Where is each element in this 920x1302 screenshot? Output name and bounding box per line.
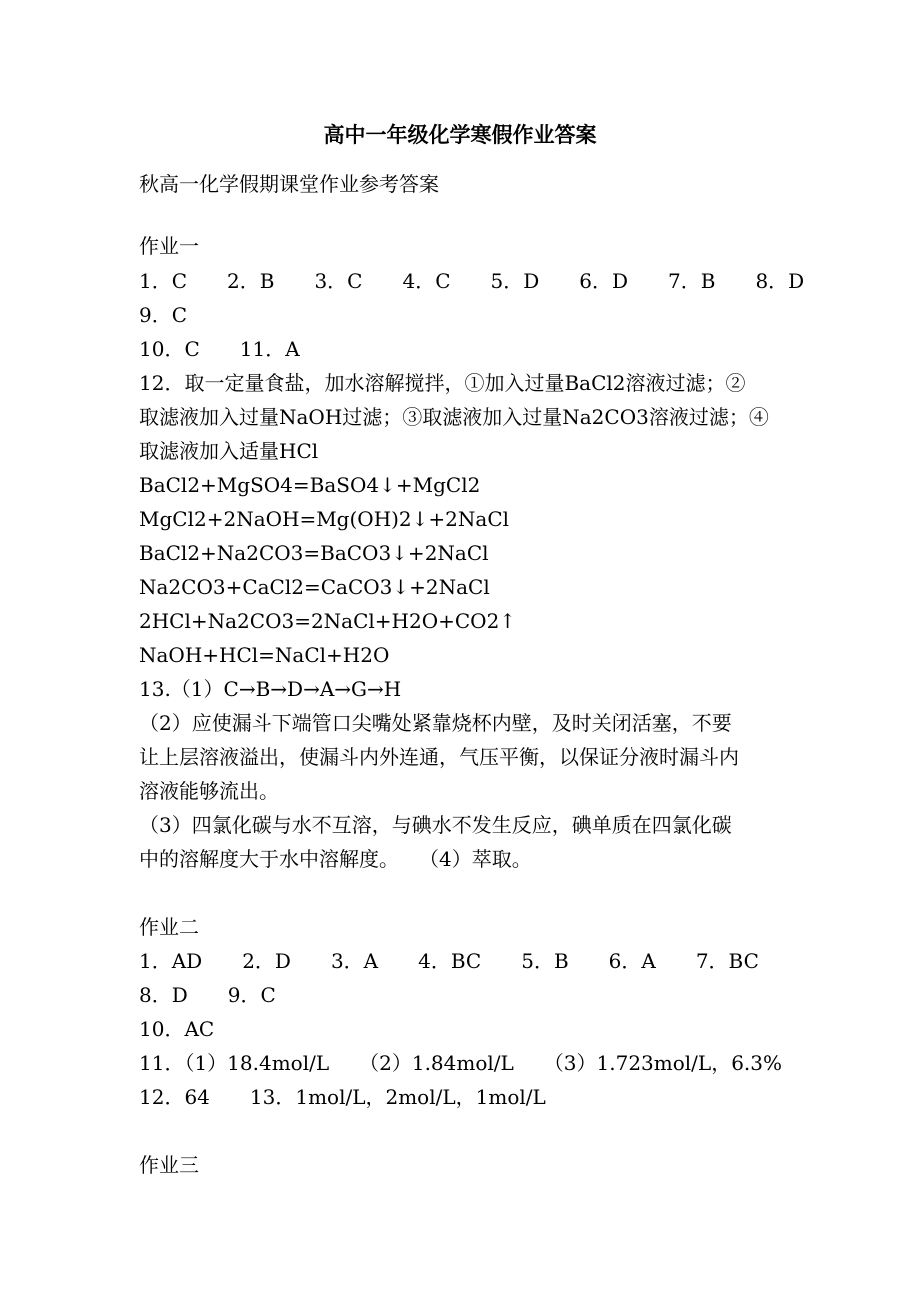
answer-line: 10．AC bbox=[139, 1017, 215, 1041]
answer-line: 1．C 2．B 3．C 4．C 5．D 6．D 7．B 8．D bbox=[139, 269, 805, 293]
answer-line: 12．取一定量食盐，加水溶解搅拌，①加入过量BaCl2溶液过滤；② bbox=[139, 371, 746, 395]
equation-line: 2HCl+Na2CO3=2NaCl+H2O+CO2↑ bbox=[139, 609, 517, 633]
section-heading-1: 作业一 bbox=[139, 234, 199, 258]
answer-line: 溶液能够流出。 bbox=[139, 779, 279, 803]
answer-line: 取滤液加入过量NaOH过滤；③取滤液加入过量Na2CO3溶液过滤；④ bbox=[139, 405, 769, 429]
answer-line: 11．（1）18.4mol/L （2）1.84mol/L （3）1.723mol/L，6.3% bbox=[139, 1051, 783, 1075]
answer-line: 9．C bbox=[139, 303, 188, 327]
answer-line: （2）应使漏斗下端管口尖嘴处紧靠烧杯内壁，及时关闭活塞，不要 bbox=[139, 711, 732, 735]
answer-line: 12．64 13．1mol/L，2mol/L，1mol/L bbox=[139, 1085, 546, 1109]
document-subtitle: 秋高一化学假期课堂作业参考答案 bbox=[139, 172, 439, 196]
equation-line: NaOH+HCl=NaCl+H2O bbox=[139, 643, 390, 667]
equation-line: BaCl2+MgSO4=BaSO4↓+MgCl2 bbox=[139, 473, 481, 497]
equation-line: BaCl2+Na2CO3=BaCO3↓+2NaCl bbox=[139, 541, 489, 565]
section-heading-2: 作业二 bbox=[139, 915, 199, 939]
answer-line: 13.（1）C→B→D→A→G→H bbox=[139, 677, 402, 701]
answer-line: 8．D 9．C bbox=[139, 983, 276, 1007]
answer-line: 10．C 11．A bbox=[139, 337, 300, 361]
answer-line: 中的溶解度大于水中溶解度。 （4）萃取。 bbox=[139, 847, 532, 871]
equation-line: MgCl2+2NaOH=Mg(OH)2↓+2NaCl bbox=[139, 507, 510, 531]
answer-line: （3）四氯化碳与水不互溶，与碘水不发生反应，碘单质在四氯化碳 bbox=[139, 813, 732, 837]
section-heading-3: 作业三 bbox=[139, 1153, 199, 1177]
equation-line: Na2CO3+CaCl2=CaCO3↓+2NaCl bbox=[139, 575, 490, 599]
answer-line: 让上层溶液溢出，使漏斗内外连通，气压平衡，以保证分液时漏斗内 bbox=[139, 745, 739, 769]
answer-line: 取滤液加入适量HCl bbox=[139, 439, 319, 463]
answer-line: 1．AD 2．D 3．A 4．BC 5．B 6．A 7．BC bbox=[139, 949, 759, 973]
document-title: 高中一年级化学寒假作业答案 bbox=[323, 122, 597, 147]
